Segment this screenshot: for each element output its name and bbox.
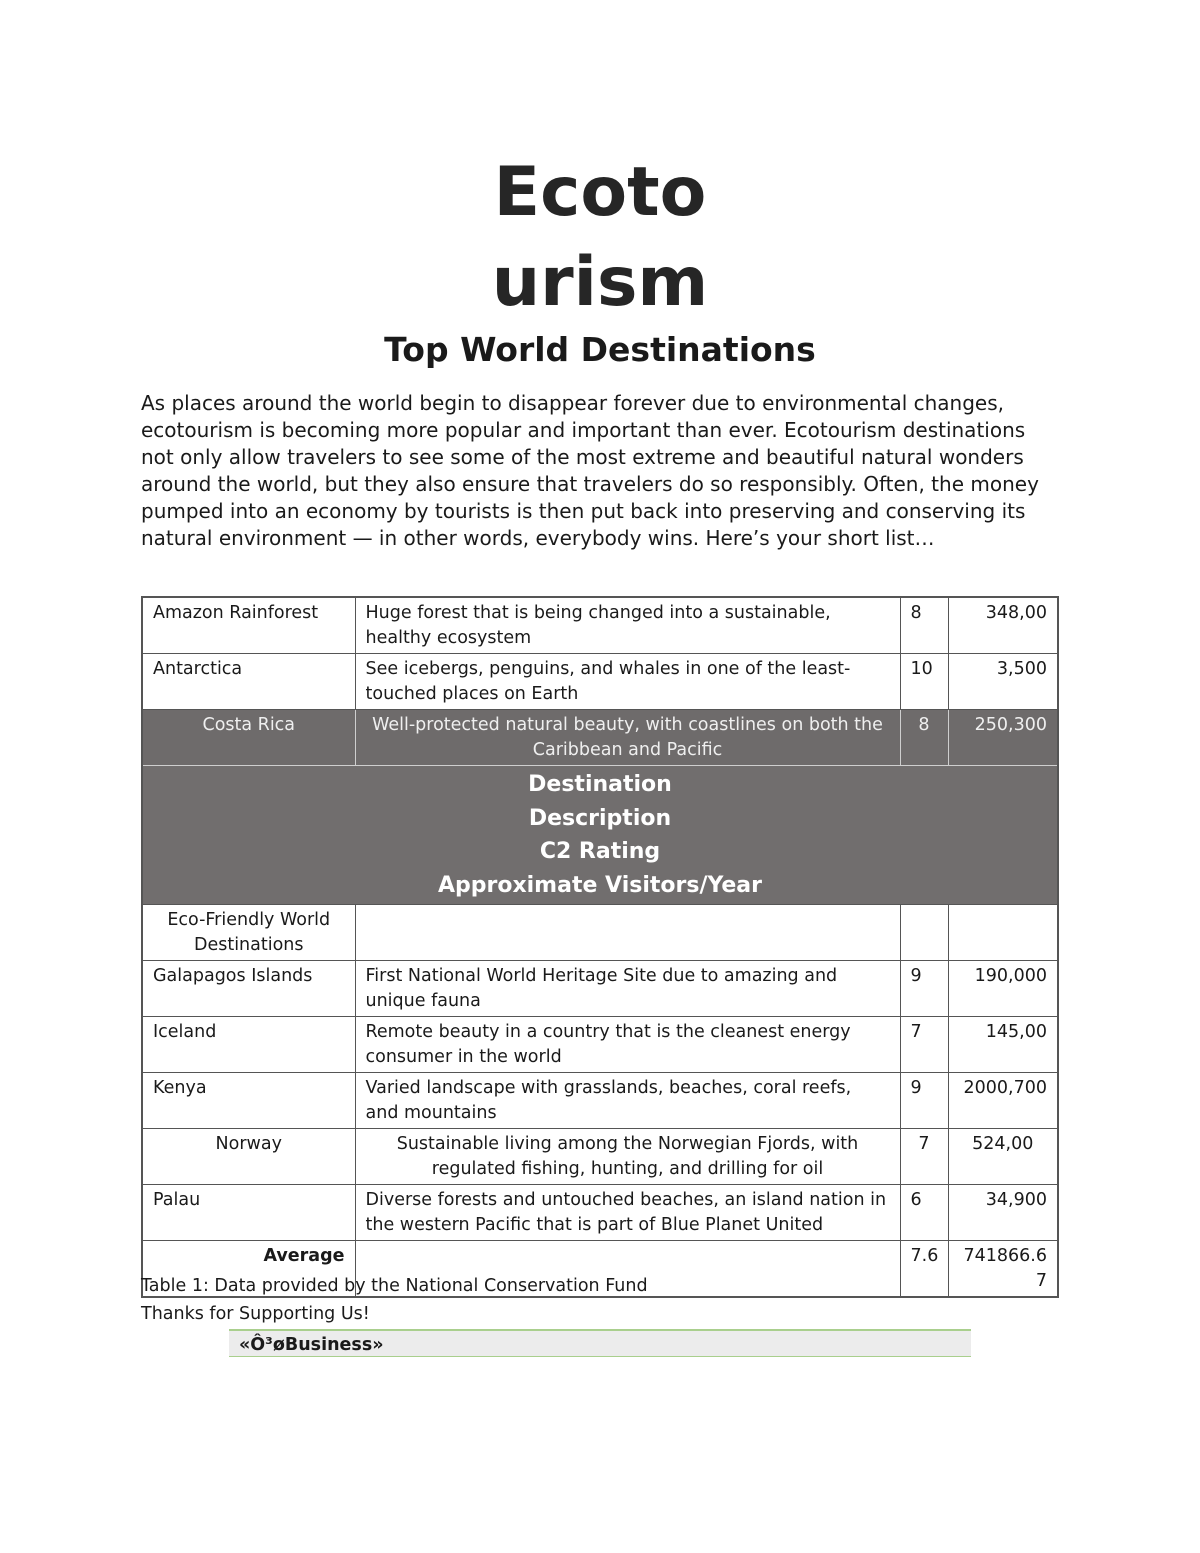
document-subtitle: Top World Destinations [384,330,816,369]
destination-cell: Kenya [142,1073,355,1129]
table-row [142,1129,1058,1185]
merge-field: «Ô³øBusiness» [229,1329,971,1357]
title-line-2: urism [491,243,709,322]
destinations-table [141,596,1059,1298]
average-rating-cell: 7.6 [900,1241,948,1298]
destination-cell: Antarctica [142,654,355,710]
header-cell [142,766,1058,905]
visitors-cell: 524,00 [948,1129,1058,1185]
highlight-row [142,710,1058,766]
rating-cell: 9 [900,1073,948,1129]
description-cell: Varied landscape with grasslands, beaches, coral reefs, and mountains [355,1073,900,1129]
average-label-cell: Average [142,1241,355,1298]
table-row [142,961,1058,1017]
rating-cell: 7 [900,1017,948,1073]
destination-cell: Norway [142,1129,355,1185]
description-cell: See icebergs, penguins, and whales in one of the least-touched places on Earth [355,654,900,710]
rating-cell: 8 [900,710,948,766]
group-label-row [142,905,1058,961]
group-label-cell: Eco-Friendly World Destinations [142,905,355,961]
table-row [142,1185,1058,1241]
empty-cell [355,905,900,961]
description-cell: Well-protected natural beauty, with coastlines on both the Caribbean and Pacific [355,710,900,766]
description-cell: Huge forest that is being changed into a sustainable, healthy ecosystem [355,597,900,654]
title-line-1: Ecoto [493,153,707,232]
destination-cell: Amazon Rainforest [142,597,355,654]
table-row [142,597,1058,654]
description-cell: Sustainable living among the Norwegian Fjords, with regulated fishing, hunting, and drilling for oil [355,1129,900,1185]
rating-cell: 6 [900,1185,948,1241]
visitors-cell: 145,00 [948,1017,1058,1073]
table-row [142,1073,1058,1129]
visitors-cell: 3,500 [948,654,1058,710]
rating-cell: 8 [900,597,948,654]
destination-cell: Iceland [142,1017,355,1073]
table-caption: Table 1: Data provided by the National Conservation Fund [141,1276,648,1296]
visitors-cell: 2000,700 [948,1073,1058,1129]
rating-cell: 10 [900,654,948,710]
rating-cell: 9 [900,961,948,1017]
header-row [142,766,1058,905]
visitors-cell: 34,900 [948,1185,1058,1241]
destination-cell: Galapagos Islands [142,961,355,1017]
visitors-cell: 348,00 [948,597,1058,654]
rating-cell: 7 [900,1129,948,1185]
empty-cell [948,905,1058,961]
header-destination: Destination [528,772,672,797]
description-cell: First National World Heritage Site due to amazing and unique fauna [355,961,900,1017]
empty-cell [900,905,948,961]
visitors-cell: 250,300 [948,710,1058,766]
header-visitors: Approximate Visitors/Year [437,872,763,898]
document-title [0,148,1200,328]
description-cell: Remote beauty in a country that is the cleanest energy consumer in the world [355,1017,900,1073]
table-row [142,654,1058,710]
destination-cell: Palau [142,1185,355,1241]
visitors-cell: 190,000 [948,961,1058,1017]
header-description: Description [528,805,672,831]
header-rating: C2 Rating [539,839,661,864]
intro-paragraph: As places around the world begin to disappear forever due to environmental changes, ecotourism is becoming more popular and important than ever. Ecotourism destinations not only allow travelers to see some of the most extreme and beautiful natural wonders around the world, but they also ensure that travelers do so responsibly. Often, the money pumped into an economy by tourists is then put back into preserving and conserving its natural environment — in other words, everybody wins. Here’s your short list… [141,391,1039,550]
description-cell: Diverse forests and untouched beaches, an island nation in the western Pacific that is part of Blue Planet United [355,1185,900,1241]
thanks-text: Thanks for Supporting Us! [141,1304,370,1324]
average-visitors-cell: 741866.67 [948,1241,1058,1298]
destination-cell: Costa Rica [142,710,355,766]
table-row [142,1017,1058,1073]
